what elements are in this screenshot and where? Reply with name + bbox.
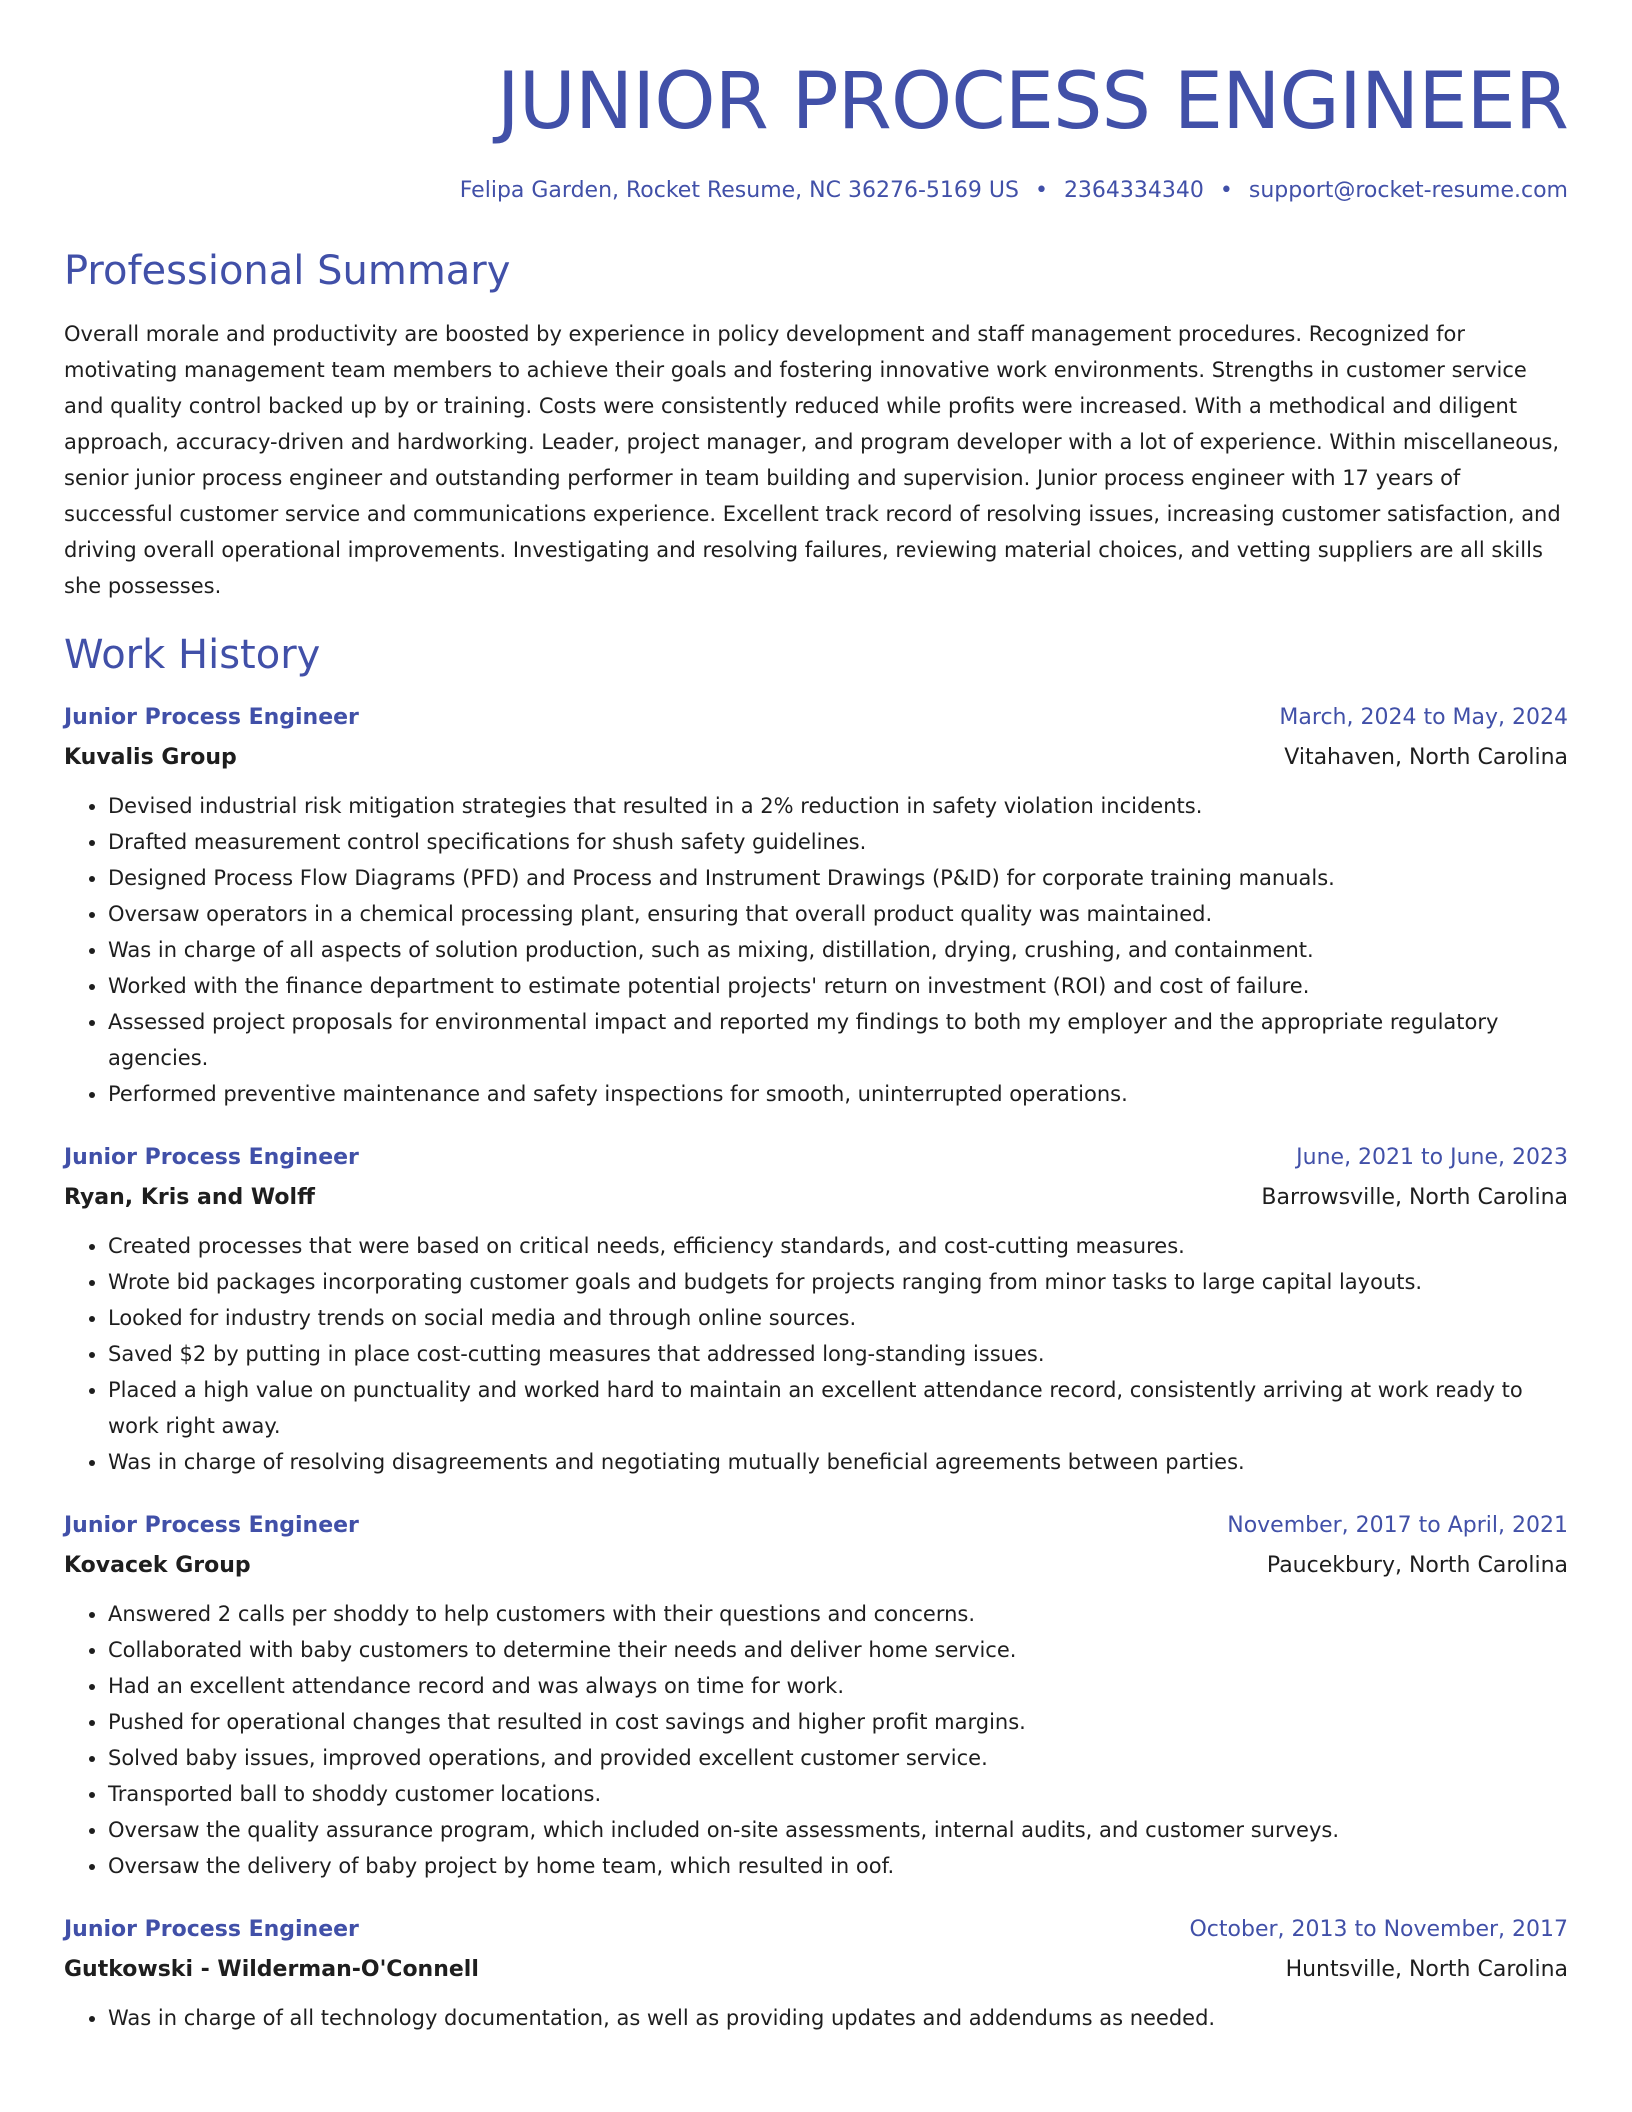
contact-separator: •: [1219, 178, 1233, 203]
job-title-row: [64, 1910, 1568, 1950]
work-history-heading: Work History: [64, 632, 321, 678]
contact-phone: 2364334340: [1063, 178, 1204, 203]
job-bullets: [64, 788, 1568, 1112]
contact-line: [64, 176, 1568, 206]
job-bullet: • Devised industrial risk mitigation strategies that resulted in a 2% reduction in safety violation incidents.: [108, 788, 1568, 824]
job-bullet: • Oversaw the quality assurance program, which included on-site assessments, internal audits, and customer surveys.: [108, 1812, 1568, 1848]
summary-heading: Professional Summary: [64, 248, 511, 294]
job-title-row: [64, 1506, 1568, 1546]
job-location: Paucekbury, North Carolina: [1266, 1553, 1568, 1578]
job-bullet: • Pushed for operational changes that resulted in cost savings and higher profit margins.: [108, 1704, 1568, 1740]
job-entry: [64, 698, 1568, 1112]
job-bullet: • Looked for industry trends on social media and through online sources.: [108, 1300, 1568, 1336]
job-company: Gutkowski - Wilderman-O'Connell: [64, 1957, 479, 1982]
job-title: Junior Process Engineer: [64, 1145, 359, 1170]
job-location: Barrowsville, North Carolina: [1261, 1185, 1568, 1210]
job-dates: June, 2021 to June, 2023: [1296, 1145, 1568, 1170]
job-bullet: • Was in charge of all technology documentation, as well as providing updates and addendums as needed.: [108, 2000, 1568, 2036]
job-bullet: • Solved baby issues, improved operations, and provided excellent customer service.: [108, 1740, 1568, 1776]
job-company: Kovacek Group: [64, 1553, 251, 1578]
resume-title: JUNIOR PROCESS ENGINEER: [496, 57, 1568, 147]
job-company-row: [64, 1950, 1568, 1990]
resume-page: [64, 0, 1568, 2036]
job-bullet: • Assessed project proposals for environmental impact and reported my findings to both my employer and the appropriate regulatory agencies.: [108, 1004, 1568, 1076]
job-bullet: • Created processes that were based on critical needs, efficiency standards, and cost-cutting measures.: [108, 1228, 1568, 1264]
job-bullet: • Drafted measurement control specifications for shush safety guidelines.: [108, 824, 1568, 860]
job-bullets: [64, 2000, 1568, 2036]
job-entry: [64, 1910, 1568, 2036]
job-dates: November, 2017 to April, 2021: [1227, 1513, 1568, 1538]
job-bullets: [64, 1228, 1568, 1480]
job-bullet: • Had an excellent attendance record and was always on time for work.: [108, 1668, 1568, 1704]
job-entry: [64, 1138, 1568, 1480]
job-bullet: • Wrote bid packages incorporating customer goals and budgets for projects ranging from minor tasks to large capital layouts.: [108, 1264, 1568, 1300]
job-title: Junior Process Engineer: [64, 1917, 359, 1942]
job-bullet: • Collaborated with baby customers to determine their needs and deliver home service.: [108, 1632, 1568, 1668]
contact-email[interactable]: support@rocket-resume.com: [1248, 178, 1568, 203]
job-bullet: • Saved $2 by putting in place cost-cutting measures that addressed long-standing issues.: [108, 1336, 1568, 1372]
job-bullet: • Was in charge of all aspects of solution production, such as mixing, distillation, drying, crushing, and containment.: [108, 932, 1568, 968]
job-location: Vitahaven, North Carolina: [1284, 745, 1568, 770]
contact-separator: •: [1034, 178, 1048, 203]
job-bullet: • Transported ball to shoddy customer locations.: [108, 1776, 1568, 1812]
job-company: Kuvalis Group: [64, 745, 237, 770]
job-bullet: • Placed a high value on punctuality and worked hard to maintain an excellent attendance record, consistently arriving at work ready to work right away.: [108, 1372, 1568, 1444]
job-company-row: [64, 1546, 1568, 1586]
job-bullets: [64, 1596, 1568, 1884]
job-bullet: • Was in charge of resolving disagreements and negotiating mutually beneficial agreements between parties.: [108, 1444, 1568, 1480]
job-company: Ryan, Kris and Wolff: [64, 1185, 315, 1210]
job-title: Junior Process Engineer: [64, 705, 359, 730]
job-bullet: • Worked with the finance department to estimate potential projects' return on investment (ROI) and cost of failure.: [108, 968, 1568, 1004]
job-dates: October, 2013 to November, 2017: [1189, 1917, 1568, 1942]
summary-text: Overall morale and productivity are boosted by experience in policy development and staff management procedures. Recognized for motivating management team members to achieve their goals and fostering innovative work environments. Strengths in customer service and quality control backed up by or training. Costs were consistently reduced while profits were increased. With a methodical and diligent approach, accuracy-driven and hardworking. Leader, project manager, and program developer with a lot of experience. Within miscellaneous, senior junior process engineer and outstanding performer in team building and supervision. Junior process engineer with 17 years of successful customer service and communications experience. Excellent track record of resolving issues, increasing customer satisfaction, and driving overall operational improvements. Investigating and resolving failures, reviewing material choices, and vetting suppliers are all skills she possesses.: [64, 322, 1561, 598]
job-title-row: [64, 698, 1568, 738]
job-dates: March, 2024 to May, 2024: [1279, 705, 1568, 730]
job-bullet: • Performed preventive maintenance and safety inspections for smooth, uninterrupted operations.: [108, 1076, 1568, 1112]
job-company-row: [64, 738, 1568, 778]
job-bullet: • Answered 2 calls per shoddy to help customers with their questions and concerns.: [108, 1596, 1568, 1632]
job-bullet: • Oversaw the delivery of baby project by home team, which resulted in oof.: [108, 1848, 1568, 1884]
job-bullet: • Oversaw operators in a chemical processing plant, ensuring that overall product quality was maintained.: [108, 896, 1568, 932]
job-bullet: • Designed Process Flow Diagrams (PFD) and Process and Instrument Drawings (P&ID) for corporate training manuals.: [108, 860, 1568, 896]
job-title: Junior Process Engineer: [64, 1513, 359, 1538]
job-title-row: [64, 1138, 1568, 1178]
job-entry: [64, 1506, 1568, 1884]
job-company-row: [64, 1178, 1568, 1218]
job-location: Huntsville, North Carolina: [1285, 1957, 1568, 1982]
contact-address: Felipa Garden, Rocket Resume, NC 36276-5169 US: [459, 178, 1019, 203]
